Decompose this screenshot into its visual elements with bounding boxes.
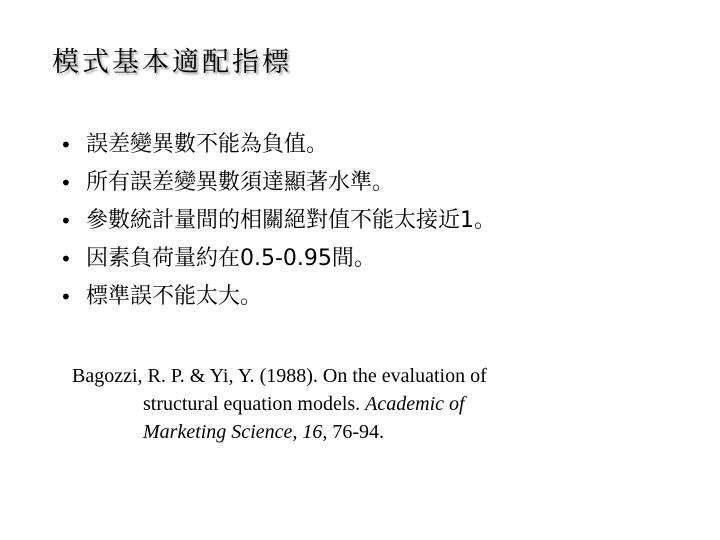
reference-article-title: structural equation models. — [143, 393, 361, 415]
bullet-item — [60, 164, 496, 202]
bullet-text: 標準誤不能太大。 — [86, 284, 263, 309]
bullet-text: 所有誤差變異數須達顯著水準。 — [86, 170, 395, 195]
reference-citation — [72, 362, 632, 446]
reference-journal-part2: Marketing Science, 16 — [143, 421, 323, 443]
slide-title: 模式基本適配指標 — [52, 47, 292, 78]
bullet-item — [60, 126, 496, 164]
bullet-text: 參數統計量間的相關絕對值不能太接近1。 — [86, 208, 496, 233]
bullet-marker: • — [60, 247, 72, 271]
reference-line-2 — [72, 390, 632, 418]
reference-journal-part1: Academic of — [365, 393, 465, 415]
reference-line-1: Bagozzi, R. P. & Yi, Y. (1988). On the evaluation of — [72, 365, 487, 387]
bullet-item — [60, 240, 496, 278]
bullet-marker: • — [60, 209, 72, 233]
reference-pages: , 76-94. — [322, 421, 385, 443]
bullet-marker: • — [60, 285, 72, 309]
bullet-marker: • — [60, 171, 72, 195]
bullet-marker: • — [60, 133, 72, 157]
bullet-text: 因素負荷量約在0.5-0.95間。 — [86, 246, 376, 271]
reference-line-3 — [72, 418, 632, 446]
bullet-text: 誤差變異數不能為負值。 — [86, 132, 329, 157]
bullet-item — [60, 278, 496, 316]
bullet-list — [60, 126, 496, 316]
bullet-item — [60, 202, 496, 240]
